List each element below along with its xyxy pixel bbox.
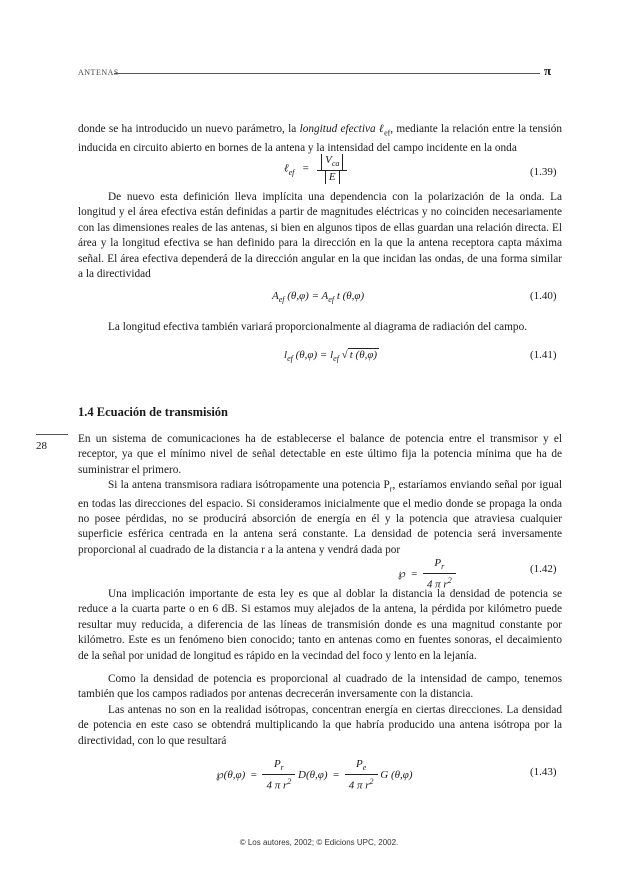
equation-1-42: ℘ = $\frac{P_r}{4 \pi r^2}$ (398, 557, 456, 592)
equation-number-1-41: (1.41) (530, 349, 557, 361)
equation-number-1-40: (1.40) (530, 290, 557, 302)
equation-1-41: $l_{ef}$ $(\theta,\varphi) = l_{ef}$ √ t (θ,φ) (284, 349, 378, 364)
paragraph-2: De nuevo esta definición lleva implícita una dependencia con la polarización de la onda. La longitud y el área efectiva están definidas a partir de magnitudes eléctricas y no coinciden necesariamente con las dimensiones reales de las antenas, si bien en algunos tipos de ellas guardan una relación directa. El área y la longitud efectiva se han definido para la dirección en la que la antena receptora capta máxima señal. El área efectiva dependerá de la dirección angular en la que incidan las ondas, de una forma similar a la directividad (78, 191, 562, 281)
section-heading: 1.4 Ecuación de transmisión (78, 405, 229, 419)
header-rule (114, 73, 540, 74)
equation-number-1-39: (1.39) (530, 166, 557, 178)
equation-1-43: ℘(θ,φ) = $\frac{P_r}{4 \pi r^2}$ D(θ,φ) = $\frac{P_e}{4 \pi r^2}$ G (θ,φ) (216, 758, 413, 792)
equation-1-40: $A_{ef}$ $(\theta,\varphi) = A_{ef}$ t (θ,φ) (272, 290, 365, 305)
equation-1-39: ℓ$_{ef}$ = $\frac{V_{ca}}{E}$ (284, 154, 347, 184)
paragraph-7: Como la densidad de potencia es proporcional al cuadrado de la intensidad de campo, tenemos también que los campos radiados por antenas decrecerán inversamente con la distancia. (78, 673, 562, 701)
pi-logo-icon: π (544, 63, 552, 78)
paragraph-6: Una implicación importante de esta ley es que al doblar la distancia la densidad de potencia se reduce a la cuarta parte o en 6 dB. Si estamos muy alejados de la antena, la pérdida por kilómetro puede resultar muy reducida, a diferencia de las líneas de transmisión donde es una magnitud constante por kilómetro. Este es un fenómeno bien conocido; tanto en antenas como en fuentes sonoras, el decaimiento de la señal por unidad de longitud es rápido en la vecindad del foco y lento en la lejanía. (78, 588, 562, 662)
running-header-title: ANTENAS (78, 68, 119, 77)
equation-number-1-43: (1.43) (530, 766, 557, 778)
paragraph-3: La longitud efectiva también variará proporcionalmente al diagrama de radiación del campo. (108, 321, 528, 333)
paragraph-4: En un sistema de comunicaciones ha de establecerse el balance de potencia entre el transmisor y el receptor, ya que el mínimo nivel de señal detectable en este último fija la potencia mínima que ha de suministrar el primero. (78, 433, 562, 476)
paragraph-8: Las antenas no son en la realidad isótropas, concentran energía en ciertas direcciones. La densidad de potencia en este caso se obtendrá multiplicando la que habría producido una antena isótropa por la directividad, con lo que resultará (78, 704, 562, 747)
paragraph-1: donde se ha introducido un nuevo parámetro, la longitud efectiva ℓ$_{ef}$, mediante la relación entre la tensión inducida en circuito abierto en bornes de la antena y la intensidad del campo incidente en la onda (78, 123, 563, 154)
paragraph-5: Si la antena transmisora radiara isótropamente una potencia $P_r$, estaríamos enviando señal por igual en todas las direcciones del espacio. Si consideramos inicialmente que el medio donde se propaga la onda no posee pérdidas, no se producirá absorción de energía en él y la potencia que atraviesa cualquier superficie esférica centrada en la antena será constante. La densidad de potencia será inversamente proporcional al cuadrado de la distancia r a la antena y vendrá dada por (78, 479, 563, 556)
page-number: 28 (36, 440, 47, 452)
copyright-footer: © Los autores, 2002; © Edicions UPC, 2002. (239, 838, 399, 847)
margin-rule (36, 434, 68, 435)
equation-number-1-42: (1.42) (530, 563, 557, 575)
